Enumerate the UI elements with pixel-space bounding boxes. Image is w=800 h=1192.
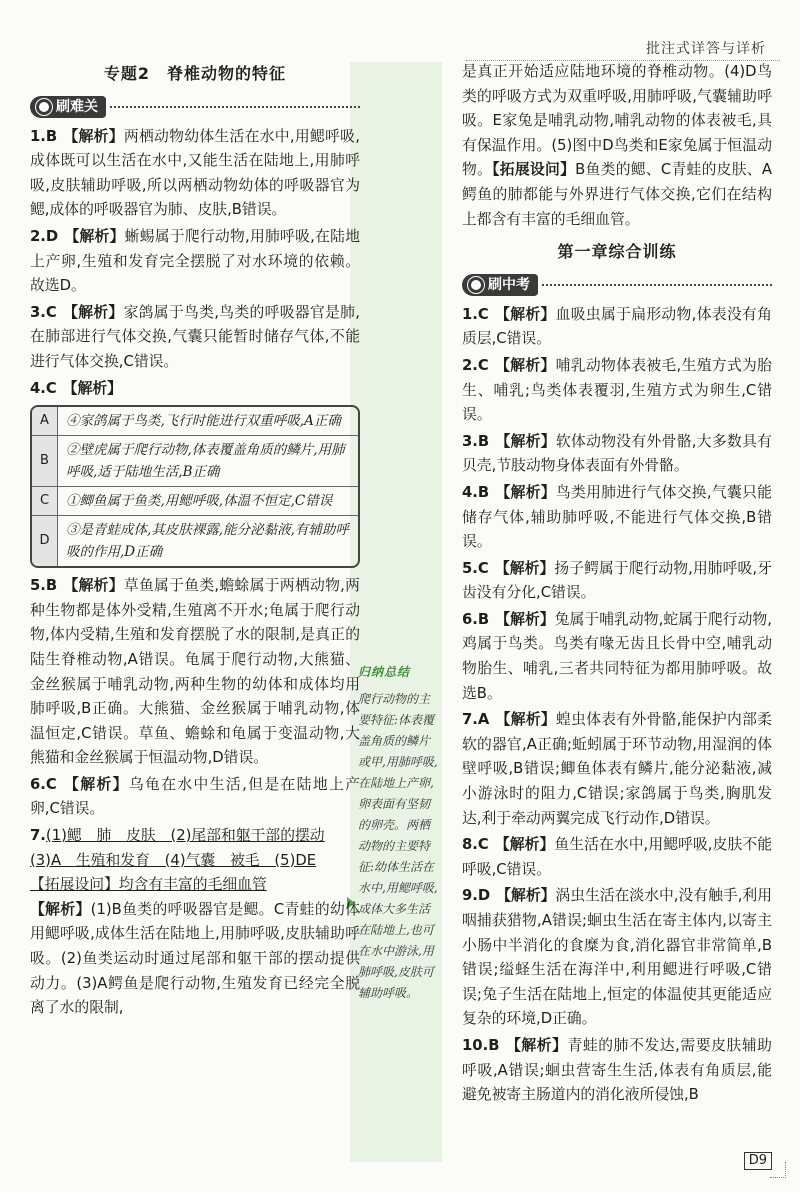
answer-item: 3.B 【解析】软体动物没有外骨骼,大多数具有贝壳,节肢动物身体表面有外骨骼。 [462,432,772,475]
summary-note [350,662,442,1004]
answer-item: 4.B 【解析】鸟类用肺进行气体交换,气囊只能储存气体,辅助肺呼吸,不能进行气体交换,B错误。 [462,483,772,551]
answer-item: 5.B 【解析】草鱼属于鱼类,蟾蜍属于两栖动物,两种生物都是体外受精,生殖离不开水;龟属于爬行动物,体内受精,生殖和发育摆脱了水的限制,是真正的陆生脊椎动物,A错误。龟属于爬行动物,大熊猫、金丝猴属于哺乳动物,两种生物的幼体和成体均用肺呼吸,B正确。大熊猫、金丝猴属于哺乳动物,体温恒定,C错误。草鱼、蟾蜍和龟属于变温动物,大熊猫和金丝猴属于恒温动物,D错误。 [30,577,360,767]
answer-item: 1.B 【解析】两栖动物幼体生活在水中,用鳃呼吸,成体既可以生活在水中,又能生活在陆地上,用肺呼吸,皮肤辅助呼吸,所以两栖动物幼体的呼吸器官为鳃,成体的呼吸器官为肺、皮肤,B错误。 [30,127,360,219]
banner-hard-label: 刷难关 [56,98,98,115]
table-row: C ①鲫鱼属于鱼类,用鳃呼吸,体温不恒定,C错误 [32,487,358,516]
answer-item: 2.C 【解析】哺乳动物体表被毛,生殖方式为胎生、哺乳;鸟类体表覆羽,生殖方式为卵生,C错误。 [462,356,772,424]
page-header-title: 批注式详答与详析 [646,41,766,57]
ball-icon [36,99,52,115]
answer-item: 7.A 【解析】蝗虫体表有外骨骼,能保护内部柔软的器官,A正确;蚯蚓属于环节动物,用湿润的体壁呼吸,B错误;鲫鱼体表有鳞片,能分泌黏液,减小游泳时的阻力,C错误;家鸽属于鸟类,胸肌发达,利于牵动两翼完成飞行动作,D错误。 [462,711,772,827]
answer-item: 10.B 【解析】青蛙的肺不发达,需要皮肤辅助呼吸,A错误;蛔虫营寄生生活,体表有角质层,能避免被寄主肠道内的消化液所侵蚀,B [462,1036,772,1104]
answer-item: 9.D 【解析】涡虫生活在淡水中,没有触手,利用咽捕获猎物,A错误;蛔虫生活在寄主体内,以寄主小肠中半消化的食糜为食,消化器官非常简单,B错误;缢蛏生活在海洋中,利用鳃进行呼吸,C错误;兔子生活在陆地上,恒定的体温使其更能适应复杂的环境,D正确。 [462,887,772,1028]
summary-text: 爬行动物的主要特征:体表覆盖角质的鳞片或甲,用肺呼吸,在陆地上产卵,卵表面有坚韧的卵壳。两栖动物的主要特征:幼体生活在水中,用鳃呼吸,成体大多生活在陆地上,也可在水中游泳,用肺呼吸,皮肤可辅助呼吸。 [358,692,438,1000]
table-row: D ③是青蛙成体,其皮肤裸露,能分泌黏液,有辅助呼吸的作用,D正确 [32,516,358,566]
answer-item: 7.(1)鳃 肺 皮肤 (2)尾部和躯干部的摆动 (3)A 生殖和发育 (4)气囊 被毛 (5)DE 【拓展设问】均含有丰富的毛细血管 【解析】(1)B鱼类的呼吸器官是鳃。C青蛙的幼体用鳃呼吸,成体生活在陆地上,用肺呼吸,皮肤辅助呼吸。(2)鱼类运动时通过尾部和躯干部的摆动提供动力。(3)A鳄鱼是爬行动物,生殖发育已经完全脱离了水的限制, [30,827,360,1017]
answer-item: 6.C 【解析】乌龟在水中生活,但是在陆地上产卵,C错误。 [30,775,360,818]
answer-item: 6.B 【解析】兔属于哺乳动物,蛇属于爬行动物,鸡属于鸟类。鸟类有喙无齿且长骨中空,哺乳动物胎生、哺乳,三者共同特征为都用肺呼吸。故选B。 [462,610,772,702]
answer-item: 5.C 【解析】扬子鳄属于爬行动物,用肺呼吸,牙齿没有分化,C错误。 [462,559,772,602]
banner-exam-label: 刷中考 [488,276,530,293]
table-row: B ②壁虎属于爬行动物,体表覆盖角质的鳞片,用肺呼吸,适于陆地生活,B正确 [32,436,358,487]
answer-item-continued: 是真正开始适应陆地环境的脊椎动物。(4)D鸟类的呼吸方式为双重呼吸,用肺呼吸,气囊辅助呼吸。E家兔是哺乳动物,哺乳动物的体表被毛,具有保温作用。(5)图中D鸟类和E家兔属于恒温动物。【拓展设问】B鱼类的鳃、C青蛙的皮肤、A鳄鱼的肺都能与外界进行气体交换,它们在结构上都含有丰富的毛细血管。 [462,63,772,228]
answer-item: 1.C 【解析】血吸虫属于扁形动物,体表没有角质层,C错误。 [462,305,772,348]
summary-sidebar [350,62,442,1162]
banner-exam [462,271,772,299]
ball-icon [468,277,484,293]
right-column [462,60,772,1172]
section-title-chapter1: 第一章综合训练 [557,242,677,262]
answer-item: 8.C 【解析】鱼生活在水中,用鳃呼吸,皮肤不能呼吸,C错误。 [462,836,772,878]
analysis-table [30,405,360,568]
section-title-topic2: 专题2 脊椎动物的特征 [103,64,287,83]
answer-item: 3.C 【解析】家鸽属于鸟类,鸟类的呼吸器官是肺,在肺部进行气体交换,气囊只能暂时储存气体,不能进行气体交换,C错误。 [30,303,360,370]
left-column [30,60,360,1172]
corner-mark [770,1162,786,1178]
answer-item: 4.C 【解析】 [30,379,122,397]
banner-hard [30,93,360,121]
summary-title: 归纳总结 [358,665,411,679]
answer-item: 2.D 【解析】蜥蜴属于爬行动物,用肺呼吸,在陆地上产卵,生殖和发育完全摆脱了对水环境的依赖。故选D。 [30,227,360,295]
table-row: A ④家鸽属于鸟类,飞行时能进行双重呼吸,A正确 [32,407,358,436]
page-number: D9 [744,1152,772,1170]
